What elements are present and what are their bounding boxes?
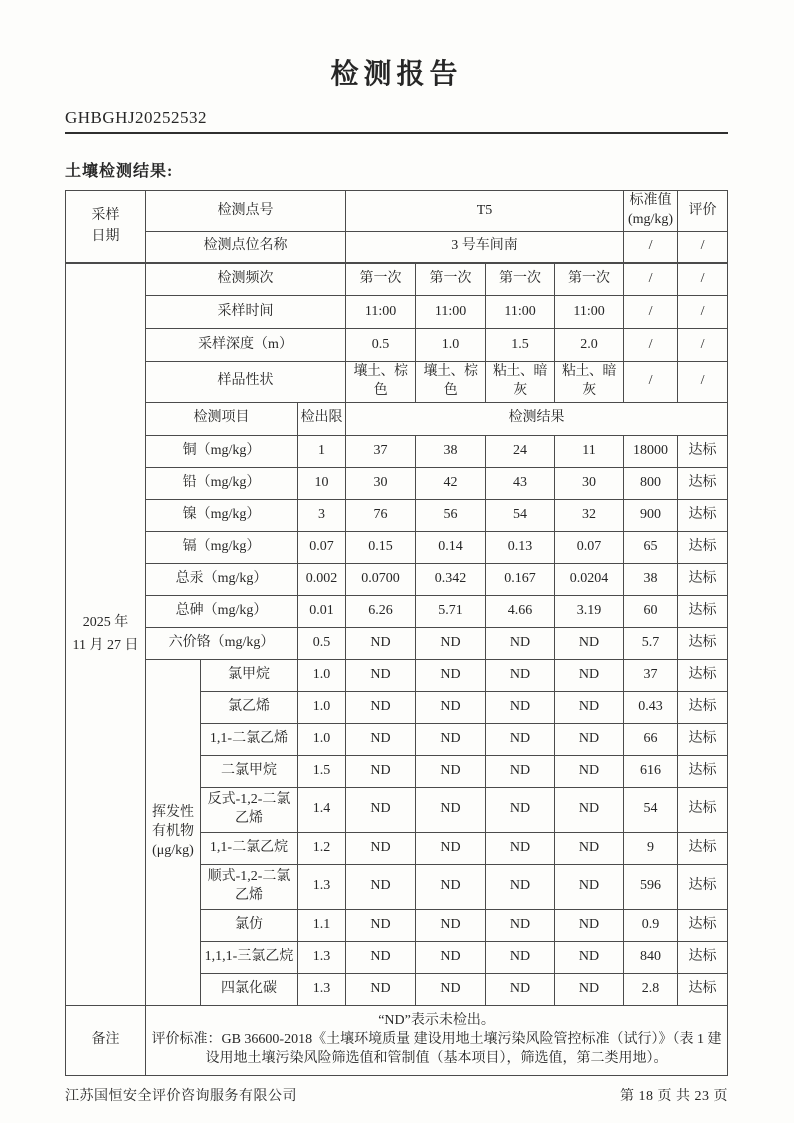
cell-standard-value: 66 <box>624 723 678 755</box>
cell-slash: / <box>624 232 678 263</box>
cell-result-value: ND <box>416 787 486 832</box>
cell-result-value: ND <box>486 787 555 832</box>
cell-standard-value: 900 <box>624 499 678 531</box>
cell-slash: / <box>624 263 678 296</box>
cell-item-name: 铅（mg/kg） <box>146 467 298 499</box>
cell-result-value: ND <box>416 755 486 787</box>
cell-result-value: ND <box>486 691 555 723</box>
cell-evaluation-value: 达标 <box>678 941 728 973</box>
cell-result-value: ND <box>346 973 416 1005</box>
cell-result-value: 0.167 <box>486 563 555 595</box>
cell-result-value: ND <box>486 864 555 909</box>
cell-standard-value: 5.7 <box>624 627 678 659</box>
cell-info-label: 采样深度（m） <box>146 329 346 362</box>
cell-result-value: ND <box>486 973 555 1005</box>
cell-item-name: 氯甲烷 <box>201 659 298 691</box>
voc-group-line2: 有机物 <box>152 823 194 839</box>
cell-evaluation-value: 达标 <box>678 755 728 787</box>
cell-standard-value: 800 <box>624 467 678 499</box>
cell-result-value: 4.66 <box>486 595 555 627</box>
cell-result-value: 43 <box>486 467 555 499</box>
cell-detection-limit: 1.0 <box>298 659 346 691</box>
cell-items-header-limit: 检出限 <box>298 402 346 435</box>
cell-info-value: 1.0 <box>416 329 486 362</box>
cell-result-value: 11 <box>555 435 624 467</box>
cell-result-value: ND <box>555 864 624 909</box>
cell-standard-value: 38 <box>624 563 678 595</box>
cell-detection-limit: 1.3 <box>298 973 346 1005</box>
cell-evaluation-value: 达标 <box>678 627 728 659</box>
cell-detection-limit: 1.3 <box>298 941 346 973</box>
cell-point-no-value: T5 <box>346 191 624 232</box>
cell-result-value: ND <box>346 627 416 659</box>
cell-detection-limit: 1 <box>298 435 346 467</box>
cell-result-value: ND <box>486 627 555 659</box>
cell-item-name: 二氯甲烷 <box>201 755 298 787</box>
cell-result-value: 0.13 <box>486 531 555 563</box>
cell-result-value: ND <box>486 941 555 973</box>
cell-detection-limit: 3 <box>298 499 346 531</box>
cell-info-label: 检测频次 <box>146 263 346 296</box>
cell-evaluation-value: 达标 <box>678 864 728 909</box>
cell-result-value: ND <box>346 659 416 691</box>
cell-standard-value: 840 <box>624 941 678 973</box>
cell-result-value: 42 <box>416 467 486 499</box>
cell-result-value: ND <box>486 723 555 755</box>
cell-evaluation-value: 达标 <box>678 499 728 531</box>
cell-info-value: 11:00 <box>416 296 486 329</box>
cell-info-value: 第一次 <box>486 263 555 296</box>
cell-slash: / <box>678 329 728 362</box>
cell-point-name-value: 3 号车间南 <box>346 232 624 263</box>
cell-result-value: ND <box>346 832 416 864</box>
cell-info-value: 粘土、暗灰 <box>486 362 555 403</box>
cell-evaluation-value: 达标 <box>678 595 728 627</box>
standard-header-line2: (mg/kg) <box>627 212 674 227</box>
cell-result-value: ND <box>555 973 624 1005</box>
footer-page-number: 第 18 页 共 23 页 <box>620 1088 728 1104</box>
cell-result-value: 30 <box>555 467 624 499</box>
cell-result-value: ND <box>416 973 486 1005</box>
cell-detection-limit: 1.0 <box>298 723 346 755</box>
cell-slash: / <box>624 329 678 362</box>
cell-result-value: 0.0204 <box>555 563 624 595</box>
cell-result-value: ND <box>346 691 416 723</box>
cell-detection-limit: 1.2 <box>298 832 346 864</box>
cell-info-value: 0.5 <box>346 329 416 362</box>
cell-evaluation-header: 评价 <box>678 191 728 232</box>
cell-info-value: 第一次 <box>346 263 416 296</box>
cell-result-value: 0.342 <box>416 563 486 595</box>
cell-result-value: ND <box>416 691 486 723</box>
sampling-date-line2: 11 月 27 日 <box>72 638 139 654</box>
cell-slash: / <box>624 296 678 329</box>
cell-info-value: 壤土、棕色 <box>346 362 416 403</box>
cell-detection-limit: 0.5 <box>298 627 346 659</box>
cell-standard-value: 37 <box>624 659 678 691</box>
voc-group-line1: 挥发性 <box>152 804 194 820</box>
footer-company: 江苏国恒安全评价咨询服务有限公司 <box>65 1088 297 1104</box>
cell-standard-value: 18000 <box>624 435 678 467</box>
cell-result-value: 30 <box>346 467 416 499</box>
cell-items-header-result: 检测结果 <box>346 402 728 435</box>
cell-info-value: 第一次 <box>416 263 486 296</box>
report-number: GHBGHJ20252532 <box>65 108 728 134</box>
cell-result-value: ND <box>416 864 486 909</box>
cell-item-name: 反式-1,2-二氯乙烯 <box>201 787 298 832</box>
cell-info-label: 样品性状 <box>146 362 346 403</box>
cell-item-name: 氯仿 <box>201 909 298 941</box>
cell-info-value: 粘土、暗灰 <box>555 362 624 403</box>
cell-info-label: 采样时间 <box>146 296 346 329</box>
cell-result-value: ND <box>555 691 624 723</box>
cell-result-value: ND <box>346 941 416 973</box>
cell-item-name: 四氯化碳 <box>201 973 298 1005</box>
cell-result-value: 0.14 <box>416 531 486 563</box>
cell-result-value: ND <box>346 787 416 832</box>
cell-result-value: ND <box>416 659 486 691</box>
cell-result-value: 0.07 <box>555 531 624 563</box>
cell-result-value: 24 <box>486 435 555 467</box>
cell-notes <box>146 1005 728 1075</box>
cell-item-name: 六价铬（mg/kg） <box>146 627 298 659</box>
cell-result-value: ND <box>416 832 486 864</box>
cell-result-value: 37 <box>346 435 416 467</box>
cell-standard-value: 2.8 <box>624 973 678 1005</box>
cell-detection-limit: 1.5 <box>298 755 346 787</box>
cell-result-value: ND <box>555 941 624 973</box>
notes-line1: “ND”表示未检出。 <box>378 1012 495 1028</box>
cell-result-value: ND <box>555 723 624 755</box>
cell-result-value: ND <box>416 627 486 659</box>
cell-evaluation-value: 达标 <box>678 659 728 691</box>
cell-result-value: ND <box>346 864 416 909</box>
cell-result-value: ND <box>486 832 555 864</box>
cell-slash: / <box>678 362 728 403</box>
sampling-date-line1: 2025 年 <box>82 615 129 631</box>
cell-slash: / <box>678 296 728 329</box>
cell-evaluation-value: 达标 <box>678 467 728 499</box>
cell-evaluation-value: 达标 <box>678 435 728 467</box>
cell-result-value: ND <box>346 909 416 941</box>
cell-result-value: ND <box>555 755 624 787</box>
cell-voc-group <box>146 659 201 1005</box>
cell-detection-limit: 1.0 <box>298 691 346 723</box>
cell-item-name: 1,1-二氯乙烯 <box>201 723 298 755</box>
cell-info-value: 1.5 <box>486 329 555 362</box>
cell-standard-value: 60 <box>624 595 678 627</box>
results-table <box>65 190 728 1076</box>
sampling-date-label: 采样日期 <box>91 207 120 245</box>
cell-items-header-item: 检测项目 <box>146 402 298 435</box>
cell-result-value: ND <box>346 755 416 787</box>
cell-item-name: 镉（mg/kg） <box>146 531 298 563</box>
cell-result-value: 38 <box>416 435 486 467</box>
cell-detection-limit: 10 <box>298 467 346 499</box>
cell-item-name: 1,1-二氯乙烷 <box>201 832 298 864</box>
cell-result-value: 32 <box>555 499 624 531</box>
voc-group-line3: (μg/kg) <box>152 842 194 858</box>
cell-detection-limit: 0.01 <box>298 595 346 627</box>
cell-evaluation-value: 达标 <box>678 563 728 595</box>
cell-standard-value: 54 <box>624 787 678 832</box>
cell-result-value: ND <box>416 941 486 973</box>
cell-info-value: 11:00 <box>486 296 555 329</box>
cell-evaluation-value: 达标 <box>678 723 728 755</box>
cell-standard-value: 65 <box>624 531 678 563</box>
cell-point-name-label: 检测点位名称 <box>146 232 346 263</box>
cell-result-value: 54 <box>486 499 555 531</box>
cell-sampling-date-label <box>66 191 146 263</box>
cell-info-value: 2.0 <box>555 329 624 362</box>
cell-result-value: 0.0700 <box>346 563 416 595</box>
cell-result-value: ND <box>486 755 555 787</box>
section-heading: 土壤检测结果: <box>65 163 174 180</box>
cell-slash: / <box>678 263 728 296</box>
cell-info-value: 第一次 <box>555 263 624 296</box>
cell-result-value: ND <box>486 909 555 941</box>
page-footer <box>65 1085 728 1105</box>
cell-detection-limit: 1.4 <box>298 787 346 832</box>
cell-evaluation-value: 达标 <box>678 973 728 1005</box>
cell-detection-limit: 0.002 <box>298 563 346 595</box>
cell-evaluation-value: 达标 <box>678 787 728 832</box>
cell-result-value: ND <box>486 659 555 691</box>
cell-item-name: 总汞（mg/kg） <box>146 563 298 595</box>
cell-standard-value: 9 <box>624 832 678 864</box>
cell-evaluation-value: 达标 <box>678 691 728 723</box>
cell-result-value: ND <box>416 909 486 941</box>
cell-sampling-date-value <box>66 263 146 1006</box>
cell-standard-value: 596 <box>624 864 678 909</box>
cell-detection-limit: 0.07 <box>298 531 346 563</box>
cell-standard-value: 616 <box>624 755 678 787</box>
cell-result-value: ND <box>555 909 624 941</box>
standard-header-line1: 标准值 <box>629 193 672 209</box>
cell-item-name: 1,1,1-三氯乙烷 <box>201 941 298 973</box>
cell-info-value: 11:00 <box>555 296 624 329</box>
cell-item-name: 顺式-1,2-二氯乙烯 <box>201 864 298 909</box>
cell-result-value: ND <box>346 723 416 755</box>
cell-result-value: 76 <box>346 499 416 531</box>
cell-result-value: ND <box>416 723 486 755</box>
cell-slash: / <box>678 232 728 263</box>
cell-item-name: 氯乙烯 <box>201 691 298 723</box>
cell-info-value: 壤土、棕色 <box>416 362 486 403</box>
cell-standard-value: 0.43 <box>624 691 678 723</box>
cell-detection-limit: 1.3 <box>298 864 346 909</box>
report-title: 检测报告 <box>330 59 463 90</box>
cell-notes-label: 备注 <box>66 1005 146 1075</box>
cell-result-value: 6.26 <box>346 595 416 627</box>
cell-point-no-label: 检测点号 <box>146 191 346 232</box>
cell-result-value: ND <box>555 787 624 832</box>
cell-evaluation-value: 达标 <box>678 832 728 864</box>
cell-result-value: 5.71 <box>416 595 486 627</box>
cell-result-value: 56 <box>416 499 486 531</box>
cell-result-value: 3.19 <box>555 595 624 627</box>
cell-item-name: 镍（mg/kg） <box>146 499 298 531</box>
cell-standard-value: 0.9 <box>624 909 678 941</box>
cell-item-name: 总砷（mg/kg） <box>146 595 298 627</box>
cell-item-name: 铜（mg/kg） <box>146 435 298 467</box>
cell-result-value: 0.15 <box>346 531 416 563</box>
cell-detection-limit: 1.1 <box>298 909 346 941</box>
cell-result-value: ND <box>555 832 624 864</box>
cell-result-value: ND <box>555 659 624 691</box>
cell-evaluation-value: 达标 <box>678 531 728 563</box>
cell-slash: / <box>624 362 678 403</box>
cell-evaluation-value: 达标 <box>678 909 728 941</box>
cell-result-value: ND <box>555 627 624 659</box>
cell-info-value: 11:00 <box>346 296 416 329</box>
cell-standard-header <box>624 191 678 232</box>
notes-line2: 评价标准：GB 36600-2018《土壤环境质量 建设用地土壤污染风险管控标准（试行）》（表 1 建设用地土壤污染风险筛选值和管制值（基本项目），筛选值，第二类用地）。 <box>151 1031 722 1066</box>
